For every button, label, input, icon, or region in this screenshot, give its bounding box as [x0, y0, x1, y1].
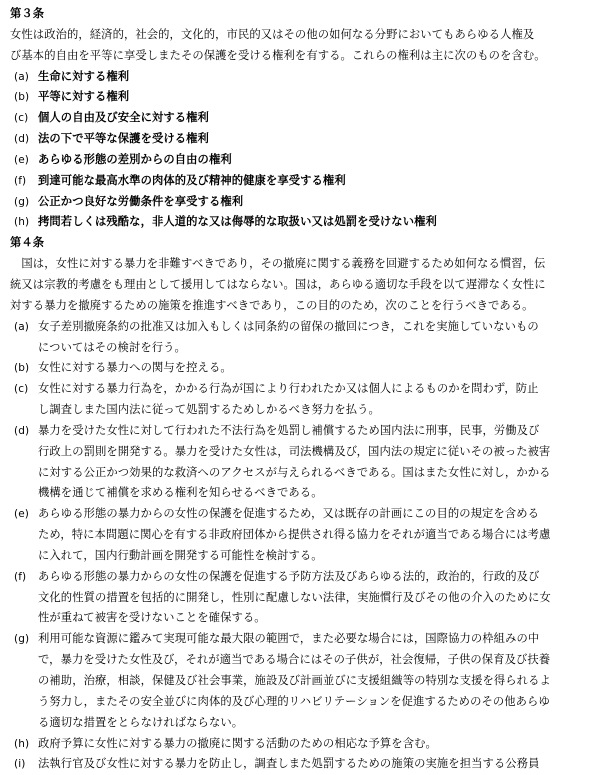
article-3-item-d	[10, 129, 591, 150]
item-marker: (g)	[14, 633, 30, 646]
item-marker: (f)	[14, 174, 27, 187]
item-marker: (b)	[14, 91, 30, 104]
article-4-item-b	[10, 358, 591, 379]
item-text: 個人の自由及び安全に対する権利	[38, 111, 209, 125]
item-continuation: う努力し，またその安全並びに肉体的及び心理的リハビリテーションを促進するためのその他あらゆ	[38, 694, 550, 708]
item-marker: (e)	[14, 508, 29, 521]
item-marker: (d)	[14, 133, 30, 146]
item-text: 公正かつ良好な労働条件を享受する権利	[38, 194, 244, 208]
article-3-heading: 第３条	[10, 7, 45, 20]
item-continuation: に対する公正かつ効果的な救済へのアクセスが与えられるべきである。国はまた女性に対し，かかる	[38, 465, 551, 479]
item-marker: (c)	[14, 383, 29, 396]
article-4-item-d	[10, 421, 591, 442]
item-text: 利用可能な資源に鑑みて実現可能な最大限の範囲で，また必要な場合には，国際協力の枠組みの中	[38, 632, 540, 646]
item-continuation: に入れて，国内行動計画を開発する可能性を検討する。	[38, 548, 323, 562]
article-3-item-h	[10, 212, 591, 233]
item-continuation: 性が重ねて被害を受けないことを確保する。	[38, 611, 266, 625]
article-3-item-g	[10, 192, 591, 213]
article-4-item-f	[10, 567, 591, 588]
article-4-item-h	[10, 734, 591, 755]
item-marker: (b)	[14, 362, 30, 375]
item-continuation: し調査しまた国内法に従って処罰するためしかるべき努力を払う。	[38, 403, 380, 417]
article-4-item-c	[10, 379, 591, 400]
item-continuation: 文化的性質の措置を包括的に開発し，性別に配慮しない法律，実施慣行及びその他の介入のために女	[38, 590, 551, 604]
item-marker: (e)	[14, 153, 29, 166]
item-marker: (a)	[14, 70, 29, 83]
item-text: あらゆる形態の暴力からの女性の保護を促進する予防方法及びあらゆる法的，政治的，行政的及び	[38, 569, 540, 583]
article-3-item-c	[10, 108, 591, 129]
item-continuation: ため，特に本問題に関心を有する非政府団体から提供され得る協力をそれが適当である場合には考慮	[38, 528, 551, 542]
article-4-heading: 第４条	[10, 236, 45, 250]
item-text: 政府予算に女性に対する暴力の撤廃に関する活動のための相応な予算を含む。	[38, 736, 437, 750]
article-3-item-e	[10, 150, 591, 171]
item-marker: (d)	[14, 424, 30, 437]
item-marker: (h)	[14, 737, 30, 750]
item-text: 女子差別撤廃条約の批准又は加入もしくは同条約の留保の撤回につき，これを実施していないもの	[38, 319, 539, 333]
article-3-intro-line: 女性は政治的，経済的，社会的，文化的，市民的又はその他の如何なる分野においてもあらゆる人権及	[10, 27, 535, 41]
article-3-item-b	[10, 87, 591, 108]
item-marker: (f)	[14, 570, 27, 583]
item-continuation: の補助，治療，相談，保健及び社会事業，施設及び計画並びに支援組織等の特別な支援を得られるよ	[38, 674, 551, 687]
article-4-intro-line: 国は，女性に対する暴力を非難すべきであり，その撤廃に関する義務を回避するため如何なる慣習，伝	[10, 257, 546, 271]
item-continuation: で，暴力を受けた女性及び，それが適当である場合にはその子供が，社会復帰，子供の保育及び扶養	[38, 653, 551, 667]
article-4-item-i	[10, 754, 591, 775]
item-text: 到達可能な最高水準の肉体的及び精神的健康を享受する権利	[38, 173, 346, 187]
item-marker: (a)	[14, 320, 29, 333]
item-text: 法の下で平等な保護を受ける権利	[38, 132, 209, 146]
item-text: 女性に対する暴力への関与を控える。	[38, 361, 232, 375]
item-text: 女性に対する暴力行為を，かかる行為が国により行われたか又は個人によるものかを問わず，防止	[38, 382, 539, 396]
item-continuation: 行政上の罰則を開発する。暴力を受けた女性は，司法機構及び，国内法の規定に従いその被った被害	[38, 444, 551, 458]
item-text: 生命に対する権利	[38, 69, 130, 83]
item-text: 平等に対する権利	[38, 90, 130, 104]
article-4-intro-line: 対する暴力を撤廃するための施策を推進すべきであり，この目的のため，次のことを行うべきである。	[10, 298, 534, 312]
article-4-item-g	[10, 629, 591, 650]
article-3-item-a	[10, 67, 591, 88]
item-marker: (i)	[14, 758, 26, 771]
item-text: 拷問若しくは残酷な，非人道的な又は侮辱的な取扱い又は処罰を受けない権利	[38, 215, 437, 229]
item-text: 法執行官及び女性に対する暴力を防止し，調査しまた処罰するための施策の実施を担当する公務員	[38, 757, 540, 771]
article-4-item-e	[10, 504, 591, 525]
item-text: 暴力を受けた女性に対して行われた不法行為を処罰し補償するため国内法に刑事，民事，労働及び	[38, 423, 540, 437]
item-marker: (h)	[14, 216, 30, 229]
item-text: あらゆる形態の差別からの自由の権利	[38, 152, 232, 166]
article-3-intro-line: び基本的自由を平等に享受しまたその保護を受ける権利を有する。これらの権利は主に次のものを含む。	[10, 48, 546, 62]
item-marker: (c)	[14, 112, 29, 125]
item-continuation: についてはその検討を行う。	[38, 340, 186, 354]
article-4-item-a	[10, 317, 591, 338]
item-marker: (g)	[14, 195, 30, 208]
item-text: あらゆる形態の暴力からの女性の保護を促進するため，又は既存の計画にこの目的の規定を含める	[38, 507, 540, 521]
article-3-item-f	[10, 171, 591, 192]
item-continuation: る適切な措置をとらなければならない。	[38, 715, 244, 729]
item-continuation: 機構を通じて補償を求める権利を知らせるべきである。	[38, 486, 323, 500]
article-4-intro-line: 統又は宗教的考慮をも理由として援用してはならない。国は，あらゆる適切な手段を以て遅滞なく女性に	[10, 277, 546, 291]
